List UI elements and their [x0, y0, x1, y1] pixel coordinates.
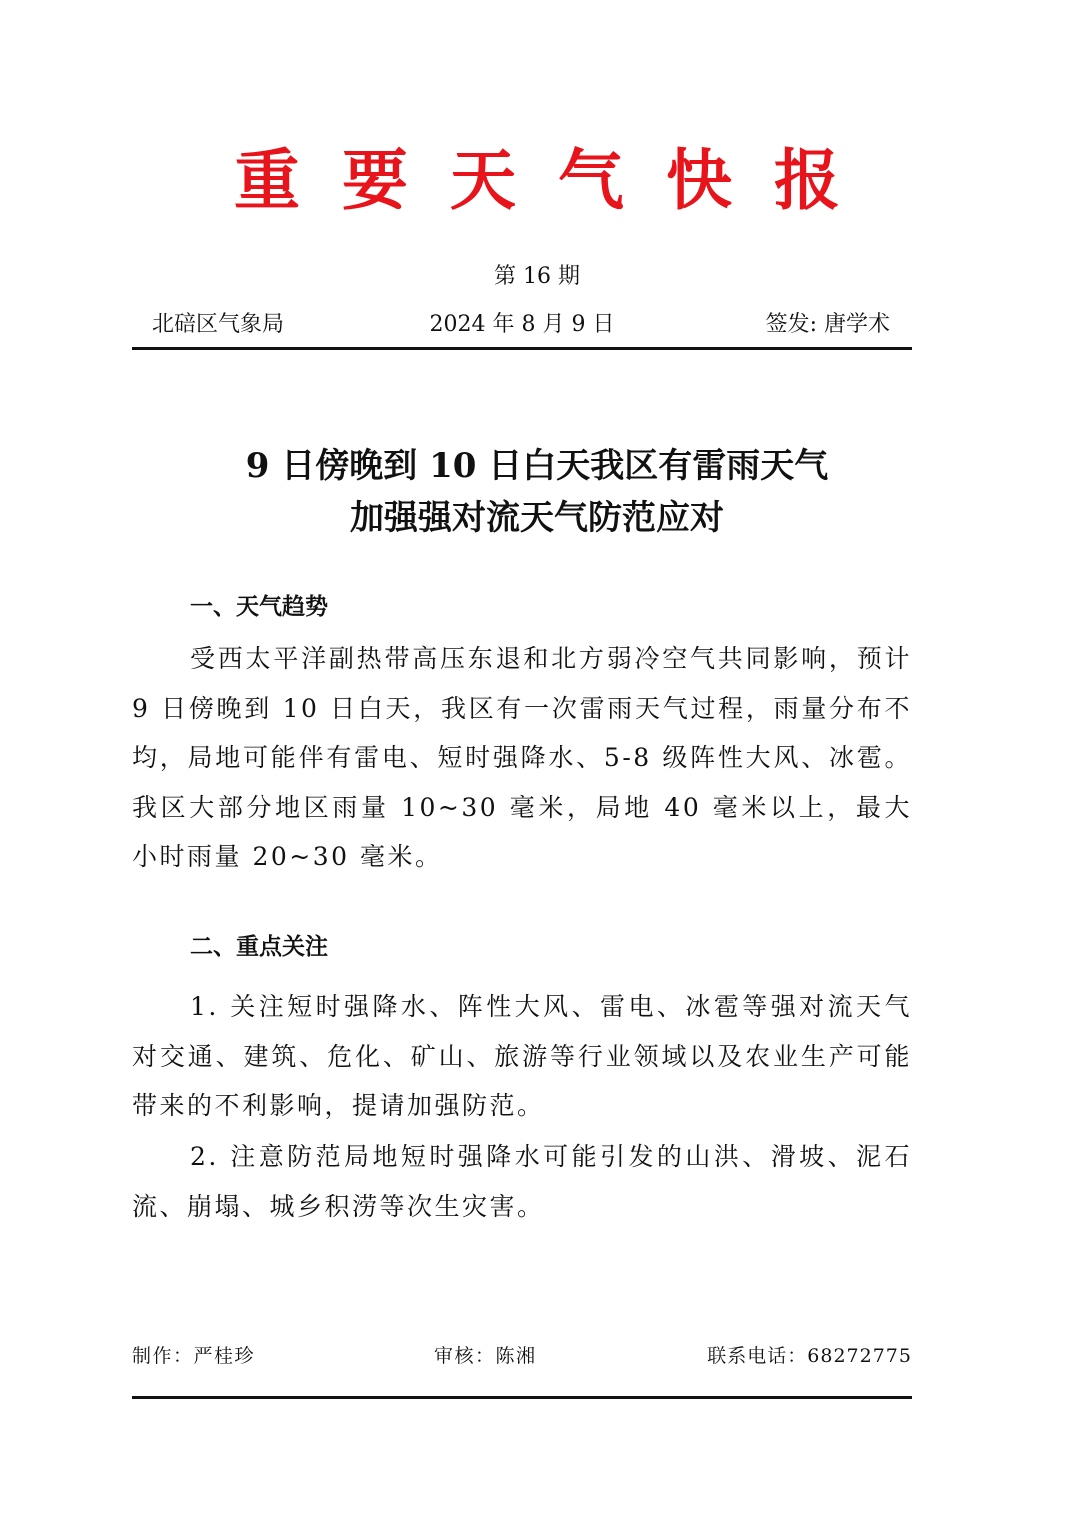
paragraph-weather-trend: 受西太平洋副热带高压东退和北方弱冷空气共同影响，预计 9 日傍晚到 10 日白天，我区有一次雷雨天气过程，雨量分布不均，局地可能伴有雷电、短时强降水、5-8 级阵性大风、冰雹。我区大部分地区雨量 10~30 毫米，局地 40 毫米以上，最大小时雨量 20~30 毫米。 [132, 644, 912, 871]
header-divider [132, 347, 912, 350]
issuing-organization: 北碚区气象局 [152, 312, 285, 337]
paragraph-key-focus-1: 1. 关注短时强降水、阵性大风、雷电、冰雹等强对流天气对交通、建筑、危化、矿山、旅游等行业领域以及农业生产可能带来的不利影响，提请加强防范。 [132, 992, 912, 1120]
masthead-title: 重要天气快报 [234, 141, 882, 219]
issue-number: 第 16 期 [494, 264, 580, 289]
footer-divider [132, 1396, 912, 1399]
section-heading-key-focus: 二、重点关注 [190, 934, 328, 960]
footer-reviewer: 审核：陈湘 [434, 1345, 537, 1367]
issuer-signature: 签发: 唐学术 [765, 312, 890, 337]
footer-row [132, 1341, 912, 1371]
meta-row [132, 310, 912, 340]
headline-line-2: 加强强对流天气防范应对 [350, 498, 724, 538]
footer-contact-phone: 联系电话：68272775 [707, 1345, 912, 1367]
issue-date: 2024 年 8 月 9 日 [429, 312, 615, 337]
paragraph-key-focus-2: 2. 注意防范局地短时强降水可能引发的山洪、滑坡、泥石流、崩塌、城乡积涝等次生灾害。 [132, 1142, 912, 1221]
footer-maker: 制作：严桂珍 [132, 1345, 256, 1367]
headline [0, 440, 1074, 544]
headline-line-1: 9 日傍晚到 10 日白天我区有雷雨天气 [245, 446, 829, 486]
section-heading-weather-trend: 一、天气趋势 [190, 594, 328, 620]
